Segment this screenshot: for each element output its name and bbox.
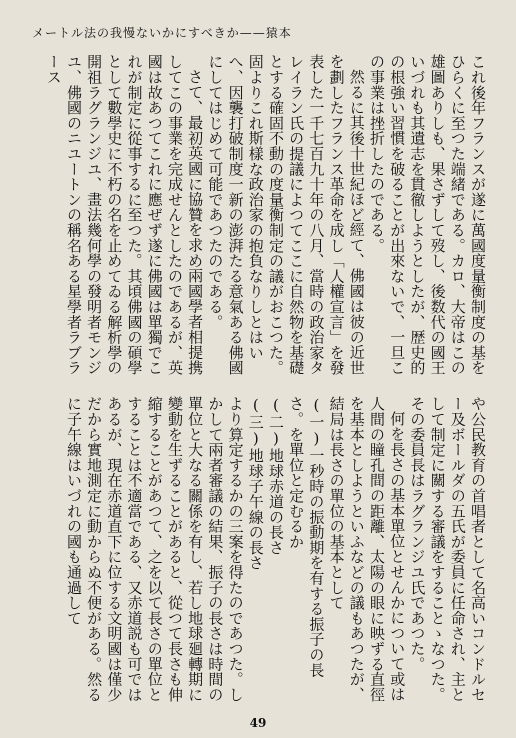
running-header: メートル法の我慢ないかにすべきか——猿本 bbox=[32, 26, 292, 40]
paragraph-unit-debate: 何を長さの基本單位とせんかについて或は人間の瞳孔間の距離、太陽の眼に映ずる直徑を基本としようといふなどの議もあつたが、結局は長さの單位の基本として bbox=[327, 396, 407, 702]
option-pendulum bbox=[286, 396, 326, 702]
paragraph-continuation: や公民教育の首唱者として名高いコンドルセー及ボールダの五氏が委員に任命され、主として制定に關する審議をすることゝなつた。その委員長はラグランジユ氏であつた。 bbox=[408, 396, 487, 702]
option-equator: (二)地球赤道の長さ bbox=[266, 396, 285, 555]
paragraph-1: これ後年フランスが遂に萬國度量衡制度の基をひらくに至つた端緒である。カロ、大帝はこの雄圖ありしも、果さずして歿し、後数代の國王いづれも其遺志を貫徹しようとしたが、歴史的の根強い習慣を破ることが出來ないで、一旦この事業は挫折したのである。 bbox=[367, 54, 487, 376]
page-number: 49 bbox=[249, 716, 267, 730]
upper-text-block bbox=[14, 54, 488, 384]
paragraph-3: さて、最初英國に協贊を求め兩國學者相提携してこの事業を完成せんとしたのであるが、英國は故あつてこれに應ぜず遂に佛國は單獨でこれが制定に從事するに至つた。其頃佛國の碩學として數學史に不朽の名を止めてゐる解析學の開祖ラグランジユ、畫法幾何學の發明者モンジユ、佛國のニユートンの稱名ある星學者ラブラース bbox=[44, 54, 205, 376]
option-pendulum-text: (一)一秒時の振動期を有する振子の長さ。 bbox=[287, 396, 326, 678]
lower-text-block bbox=[22, 396, 488, 702]
option-meridian: (三)地球子午線の長さ bbox=[246, 396, 265, 571]
paragraph-conclusion bbox=[64, 396, 246, 702]
option-pendulum-tail: を單位と定むるか bbox=[287, 426, 306, 550]
paragraph-2: 然るに其後十世紀ほど經て、佛國は彼の近世を劃したフランス革命を成し「人權宣言」を發表した一千七百九十年の八月、當時の政治家タレイラン氏の提議によつてここに自然物を基礎とする確固不動の度量衡制定の議がおこつた。固よりこれ斯樣な政治家の抱負なりしとはいへ、因襲打破制度一新の澎湃たる意氣ある佛國にしてはじめて可能であつたのである。 bbox=[206, 54, 366, 376]
conclusion-first: より算定するかの三案を得たのであつた。しかして兩 bbox=[206, 396, 245, 702]
conclusion-rest: 者審議の結果、振子の長さは時間の單位と大なる關係を有し、若し地球廻轉期に變動を生ずることがあると、從つて長さも伸縮することがあつて、之を以て長さの單位とすることは不適當である、又赤道説も可ではあるが、現在赤道直下に位する文明國は僅少だから實地測定に動からぬ不便がある。然るに子午線はいづれの國も通過して bbox=[64, 396, 225, 703]
